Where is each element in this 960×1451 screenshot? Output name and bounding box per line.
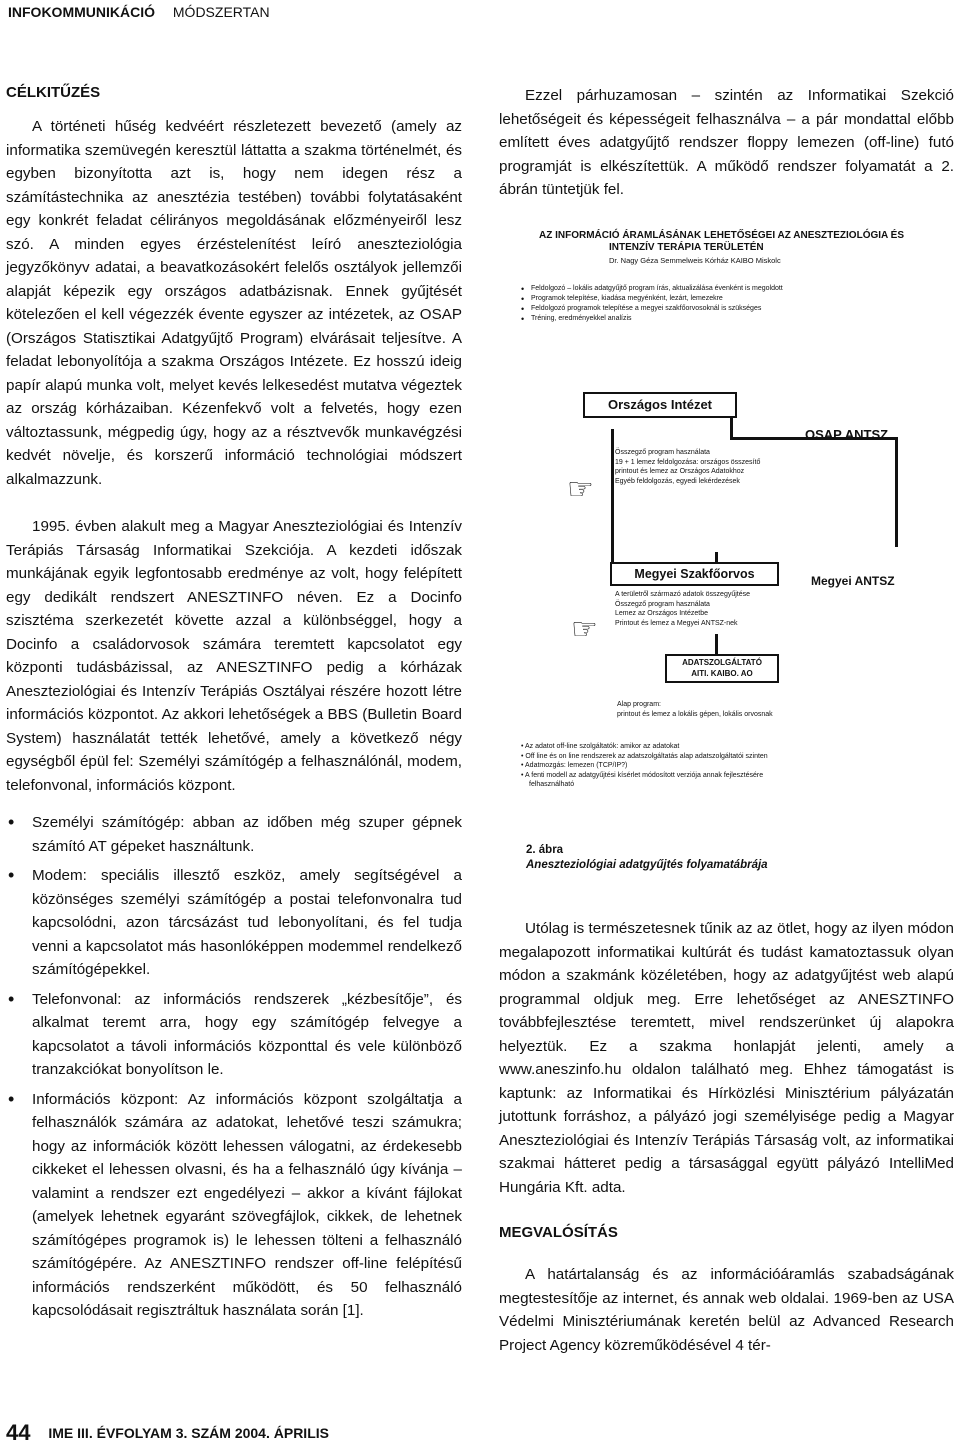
box-adatszolgaltato: ADATSZOLGÁLTATÓ AITI. KAIBO. AO xyxy=(665,654,779,683)
box-megyei-szakfoorvos: Megyei Szakfőorvos xyxy=(610,562,779,586)
figure-footnotes: • Az adatot off-line szolgáltatók: amikor az adatokat • Off line és on line rendszerek az adatszolgáltatás alap adatszolgáltatói szinten • Adatmozgás: lemezen (TCP/IP?) • A fenti modell az adatgyűjtési kísérlet módosított verziója annak fejlesztésére felhasználható xyxy=(521,743,768,788)
figure-bullet: • Programok telepítése, kiadása megyénként, lezárt, lemezekre xyxy=(521,294,921,304)
bullet-list xyxy=(6,811,462,1323)
left-column xyxy=(6,84,462,1329)
figure-flowchart xyxy=(515,222,955,827)
connector-line xyxy=(715,634,718,654)
page-number: 44 xyxy=(6,1420,31,1445)
box1-notes: Összegző program használata 19 + 1 lemez feldolgozása: országos összesítő printout és lemez az Országos Adatokhoz Egyéb feldolgozás, egyedi lekérdezések xyxy=(615,449,761,485)
connector-line xyxy=(895,437,898,547)
figure-subtitle: Dr. Nagy Géza Semmelweis Kórház KAIBO Miskolc xyxy=(609,256,781,265)
figure-bullet: • Feldolgozó – lokális adatgyűjtő program írás, aktualizálása évenként is megoldott xyxy=(521,284,921,294)
hand-pointer-icon: ☞ xyxy=(567,473,594,506)
label-megyei-antsz: Megyei ANTSZ xyxy=(811,574,895,588)
paragraph: Ezzel párhuzamosan – szintén az Informatikai Szekció lehetőségeit és képességeit felhasználva – a pár mondattal előbb említett éves adatgyűjtő rendszer floppy lemezen (off-line) futó programját is elkészítettük. A működő rendszer folyamatát a 2. ábrán tüntetjük fel. xyxy=(499,87,954,198)
box3-notes: Alap program: printout és lemez a lokális gépen, lokális orvosnak xyxy=(617,701,773,718)
header-section: INFOKOMMUNIKÁCIÓ xyxy=(8,4,155,20)
label-osap-antsz: OSAP ANTSZ xyxy=(805,427,889,442)
figure-caption: 2. ábra Aneszteziológiai adatgyűjtés folyamatábrája xyxy=(526,844,768,871)
box2-notes: A területről származó adatok összegyűjtése Összegző program használata Lemez az Országos Intézetbe Printout és lemez a Megyei ANTSZ-nek xyxy=(615,591,751,627)
page-footer xyxy=(6,1420,329,1446)
list-item: • Információs központ: Az információs központ szolgáltatja a felhasználók számára az adatokat, lehetővé teszi számukra; hogy az információk között lehessen válogatni, az érdekesebb cikkeket el lehessen olvasni, és ha a felhasználó úgy kívánja – valamint a rendszer ezt engedélyezi – akkor a kívánt fájlokat (amelyek lehetnek egyaránt szövegfájlok, cikkek, de lehetnek számítógépes programok is) le lehessen tölteni a felhasználó számítógépére. Az ANESZTINFO rendszer off-line felépítésű információs rendszerként működött, és 50 felhasználó kapcsolódásait regisztráltuk használata során [1]. xyxy=(6,1088,462,1323)
list-item: • Telefonvonal: az információs rendszerek „kézbesítője”, és alkalmat teremt arra, hogy egy számítógép felvegye a kapcsolatot a távoli információs központtal és vele különböző tranzakciókat bonyolítson le. xyxy=(6,988,462,1082)
figure-title: AZ INFORMÁCIÓ ÁRAMLÁSÁNAK LEHETŐSÉGEI AZ ANESZTEZIOLÓGIA ÉS INTENZÍV TERÁPIA TERÜLETÉN xyxy=(539,230,904,253)
connector-line xyxy=(730,415,733,437)
section-heading-megvalositas: MEGVALÓSÍTÁS xyxy=(499,1224,618,1241)
hand-pointer-icon: ☞ xyxy=(571,613,598,646)
list-item: • Modem: speciális illesztő eszköz, amely segítségével a közönséges személyi számítógép a postai telefonvonalra tud kapcsolódni, azon tárcsázást tud lebonyolítani, és fel tudja venni a kapcsolatot más hasonlóképpen modemmel rendelkező számítógépekkel. xyxy=(6,864,462,982)
paragraph: A határtalanság és az információáramlás szabadságának megtestesítője az internet, és annak web oldalai. 1969-ben az USA Védelmi Minisztériumának keretén belül az Advanced Research Project Agency közreműködésével 4 tér- xyxy=(499,1266,954,1354)
figure-bullet: • Tréning, eredményekkel analízis xyxy=(521,314,921,324)
paragraph: 1995. évben alakult meg a Magyar Aneszteziológiai és Intenzív Terápiás Társaság Informatikai Szekciója. A kezdeti időszak munkájának egyik legfontosabb eredménye az volt, hogy felépített egy dedikált rendszert ANESZTINFO néven. Ez a Docinfo szisztéma szerkezetét követte azzal a különbséggel, hogy a Docinfo a családorvosok számára teremtett kapcsolatot egy központi tudásbázissal, az ANESZTINFO pedig a kórházak Aneszteziológiai és Intenzív Terápiás Osztályai részére hozott létre információs központot. Az akkori lehetőségek a BBS (Bulletin Board System) használatát tették lehetővé, amely a következő négy egységből épül fel: Személyi számítógép a felhasználónál, modem, telefonvonal, információs központ. xyxy=(6,518,462,794)
figure-bullet: • Feldolgozó programok telepítése a megyei szakfőorvosoknál is szükséges xyxy=(521,304,921,314)
list-item: • Személyi számítógép: abban az időben még szuper gépnek számító AT gépeket használtunk. xyxy=(6,811,462,858)
right-column-bottom xyxy=(499,917,954,1357)
figure-bullets xyxy=(521,284,921,324)
header-subsection: MÓDSZERTAN xyxy=(172,4,270,20)
journal-info: IME III. ÉVFOLYAM 3. SZÁM 2004. ÁPRILIS xyxy=(48,1425,329,1441)
running-header xyxy=(8,4,270,20)
connector-line xyxy=(611,429,614,564)
right-column-top xyxy=(499,84,954,202)
box-orszagos-intezet: Országos Intézet xyxy=(583,392,737,418)
paragraph: Utólag is természetesnek tűnik az az ötlet, hogy az ilyen módon megalapozott informatikai kultúrát és tudást kamatoztassuk olyan módon a szakmánk közéletében, hogy az adatgyűjtést web alapú programmal oldjuk meg. Erre lehetőséget az ANESZTINFO továbbfejlesztése teremtett, mivel rendszerünket új alapokra helyeztük. Ez a szakma honlapját jelenti, amely a www.aneszinfo.hu oldalon található meg. Ehhez támogatást is kaptunk: az Informatikai és Hírközlési Minisztérium pályázatán jutottunk forráshoz, a pályázó jogi személyisége pedig a Magyar Aneszteziológiai és Intenzív Terápiás Társaság volt, az informatikai szakmai hátteret pedig a társasággal együtt pályázó IntelliMed Hungária Kft. adta. xyxy=(499,920,954,1196)
section-heading-celkituzes: CÉLKITŰZÉS xyxy=(6,84,101,101)
paragraph: A történeti hűség kedvéért részletezett bevezető (amely az informatika szemüvegén keresztül láttatta a szakma történelmét, és egyben bizonyította azt is, hogy nem idegen rész a számítástechnika az anesztézia testében) további folytatásaként egy konkrét feladat célirányos megoldásának előzményeiről lesz szó. A minden egyes érzéstelenítést leíró aneszteziológia jegyzőkönyv adatai, a beavatkozásokért felelős osztályok jellemzői alapját képezik egy országos adatbázisnak. Ennek gyűjtését kötelezően el kell végezzék évente egyszer az intézetek, az OSAP (Országos Statisztikai Adatgyűjtő Program) elvárásait teljesítve. A feladat lebonyolítója a szakma Országos Intézete. Ez hosszú ideig papír alapú munka volt, melyet kevés lelkesedést mutatva végeztek az ország kórházaiban. Kézenfekvő volt a felvetés, hogy ezen változtassunk, mégpedig úgy, hogy az a résztvevők munkavégzési kedvét növelje, és korszerű információ technológiai módszert alkalmazzunk. xyxy=(6,118,462,488)
